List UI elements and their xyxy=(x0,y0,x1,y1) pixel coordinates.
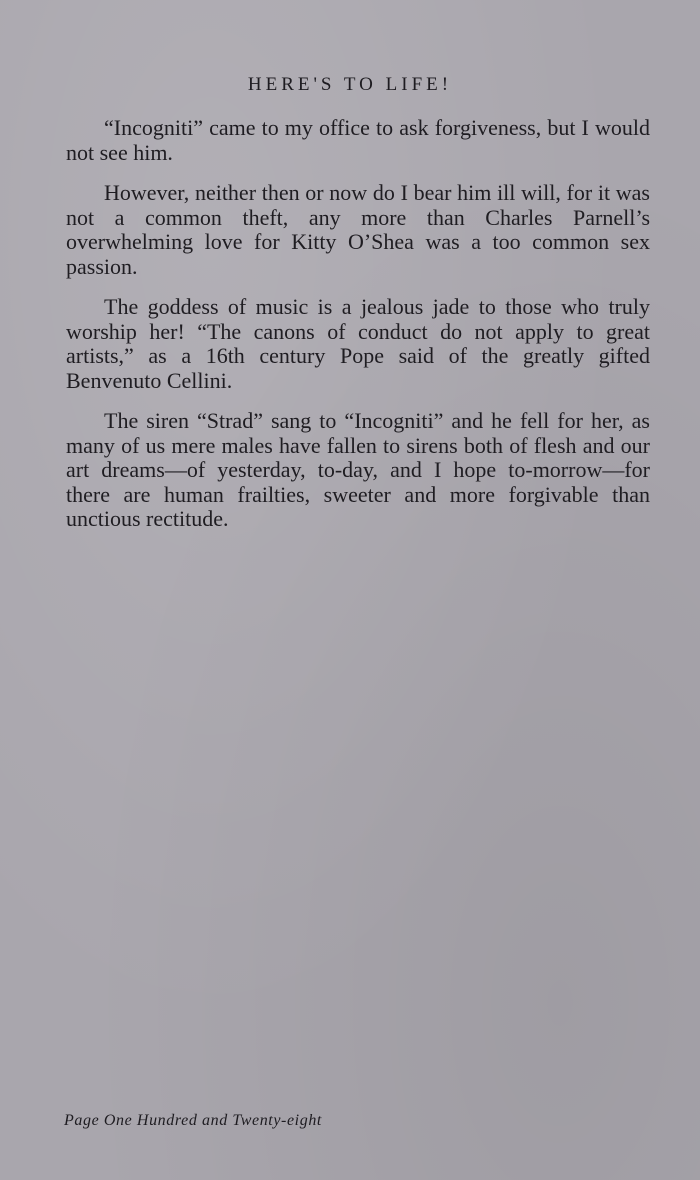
paragraph-1: “Incogniti” came to my office to ask forgiveness, but I would not see him. xyxy=(66,115,650,165)
page-number-label: Page One Hundred and Twenty-eight xyxy=(64,1112,322,1129)
running-head-title: HERE'S TO LIFE! xyxy=(247,74,453,95)
body-text xyxy=(66,116,650,548)
paragraph-2: However, neither then or now do I bear him ill will, for it was not a common theft, any more than Charles Parnell’s overwhelming love for Kitty O’Shea was a too common sex passion. xyxy=(66,180,650,279)
paragraph-4: The siren “Strad” sang to “Incogniti” and he fell for her, as many of us mere males have fallen to sirens both of flesh and our art dreams—of yesterday, to-day, and I hope to-morrow—for there are human frailties, sweeter and more forgivable than unctious rectitude. xyxy=(66,408,650,531)
paragraph-3: The goddess of music is a jealous jade to those who truly worship her! “The canons of conduct do not apply to great artists,” as a 16th century Pope said of the greatly gifted Benvenuto Cellini. xyxy=(66,294,650,393)
